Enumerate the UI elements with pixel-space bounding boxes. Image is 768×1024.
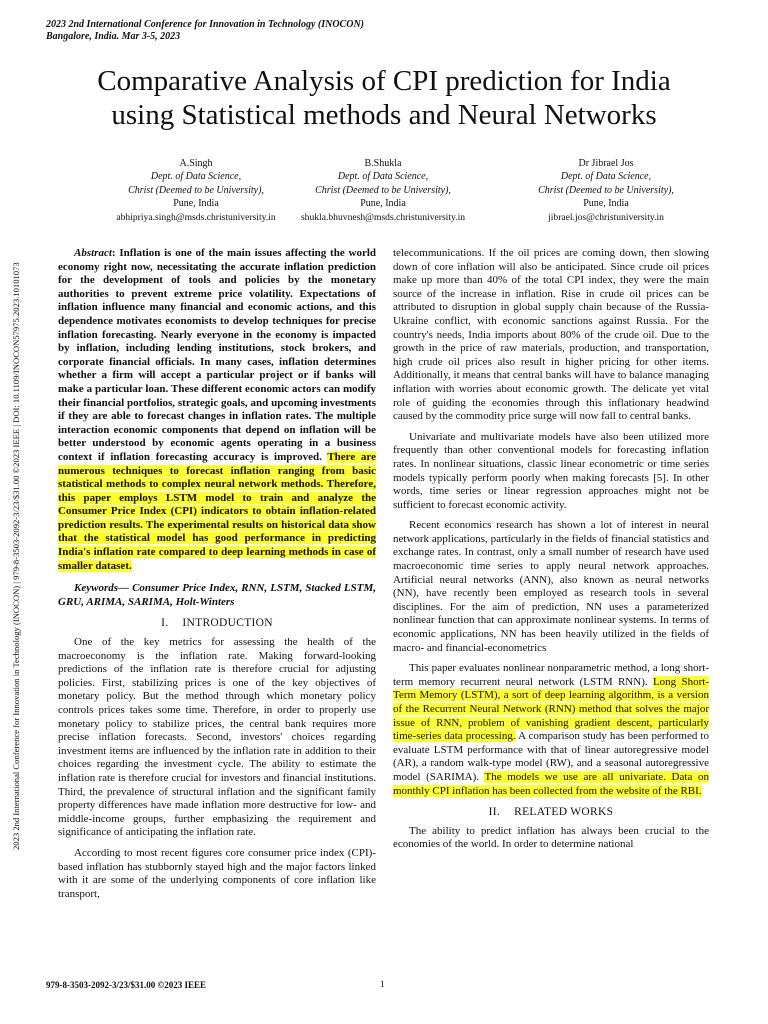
right-paragraph-2: Univariate and multivariate models have also been utilized more frequently than other conventional models for forecasting inflation rates. In nonlinear situations, classic linear econometric or time series models typically perform poorly when making forecasts [5]. In other words, time series or linear regression approaches might not be sufficient to forecast economic activity. (393, 430, 709, 511)
author-email[interactable]: shukla.bhuvnesh@msds.christuniversity.in (300, 211, 466, 223)
author-city: Pune, India (583, 198, 629, 210)
related-works-paragraph-1: The ability to predict inflation has always been crucial to the economies of the world. In order to determine national (393, 824, 709, 851)
conference-name: 2023 2nd International Conference for Innovation in Technology (INOCON) (46, 19, 364, 30)
author-city: Pune, India (173, 198, 219, 210)
section-title: INTRODUCTION (182, 617, 273, 630)
right-paragraph-4 (393, 662, 709, 798)
highlighted-text: Long Short-Term Memory (LSTM), a sort of deep learning algorithm, is a version of the Recurrent Neural Network (RNN) method that solves the major issue of RNN, problem of vanishing gradient descent, particularly time-series data processing. (393, 675, 709, 743)
author-name: Dr Jibrael Jos (578, 158, 634, 169)
conference-location: Bangalore, India. Mar 3-5, 2023 (46, 31, 181, 42)
author-dept: Dept. of Data Science, (150, 171, 242, 183)
right-paragraph-3: Recent economics research has shown a lot of interest in neural network applications, particularly in the fields of financial statistics and exchange rates. In contrast, only a small number of research have used macroeconomic time series to apply neural network approaches. Artificial neural networks (ANN), also known as neural networks (NN), have recently been employed as research tools in several disciplines. For the aim of prediction, NN uses a parameterized nonlinear function that can approximate nonlinear systems. In terms of economic applications, NN has been heavily utilized in the fields of macro- and financial-econometrics (393, 519, 709, 654)
section-heading-related-works (393, 806, 709, 820)
section-number: II. (488, 806, 501, 819)
abstract (58, 247, 376, 573)
right-column (393, 247, 709, 859)
footer-isbn: 979-8-3503-2092-3/23/$31.00 ©2023 IEEE (46, 980, 206, 990)
author-university: Christ (Deemed to be University), (538, 184, 674, 196)
author-2 (268, 157, 498, 224)
author-city: Pune, India (360, 198, 406, 210)
text-run: A comparison study has been performed to evaluate LSTM performance with that of linear autoregressive model (AR), a random walk-type model (RW), and a seasonal autoregressive model (SARIMA). (393, 730, 709, 783)
doi-side-strip: 2023 2nd International Conference for Innovation in Technology (INOCON) | 979-8-3503-2092-3/23/$31.00 ©2023 IEEE | DOI: 10.1109/INOCON57975.2023.10101073 (11, 262, 21, 850)
author-name: A.Singh (179, 158, 213, 169)
author-university: Christ (Deemed to be University), (315, 184, 451, 196)
conference-header (46, 19, 546, 43)
section-number: I. (161, 617, 169, 630)
paper-title (40, 64, 728, 132)
title-line-1: Comparative Analysis of CPI prediction for India (97, 65, 671, 97)
author-email[interactable]: abhipriya.singh@msds.christuniversity.in (116, 211, 276, 223)
abstract-highlighted-text: There are numerous techniques to forecast inflation ranging from basic statistical methods to complex neural network methods. Therefore, this paper employs LSTM model to train and analyze the Consumer Price Index (CPI) indicators to obtain inflation-related prediction results. The experimental results on historical data show that the statistical model has good performance in predicting India's inflation rate compared to deep learning methods in case of smaller dataset. (58, 450, 376, 572)
author-block (0, 157, 768, 227)
author-name: B.Shukla (364, 158, 402, 169)
author-3 (491, 157, 721, 224)
title-line-2: using Statistical methods and Neural Networks (111, 99, 657, 131)
abstract-label: Abstract (74, 247, 112, 259)
text-run: This paper evaluates nonlinear nonparametric method, a long short-term memory recurrent neural network (LSTM RNN). (393, 662, 709, 688)
page-number: 1 (380, 980, 385, 990)
section-heading-introduction (58, 617, 376, 631)
author-dept: Dept. of Data Science, (560, 171, 652, 183)
left-column (58, 247, 376, 908)
right-paragraph-1: telecommunications. If the oil prices are coming down, then slowing down of core inflation will also be anticipated. Since crude oil prices make up more than 40% of the total CPI index, they were the main source of the increase in inflation. Rise in crude oil prices can be attributed to disruption in global supply chain because of the Russia-Ukraine conflict, with economic sanctions against Russia. For the country's needs, India imports about 80% of the crude oil. Due to the growth in the price of raw materials, production, and transportation, high crude oil prices also result in higher pricing for other items. Additionally, it means that central banks will have to balance managing inflation with worries about economic growth. The delicate yet vital role of guiding the economies through this inflationary headwind caused by the commodity price surge will now fall to central banks. (393, 247, 709, 423)
author-dept: Dept. of Data Science, (337, 171, 429, 183)
author-email[interactable]: jibrael.jos@christuniversity.in (548, 211, 664, 223)
keywords: Keywords— Consumer Price Index, RNN, LSTM, Stacked LSTM, GRU, ARIMA, SARIMA, Holt-Winters (58, 582, 376, 608)
section-title: RELATED WORKS (514, 806, 614, 819)
highlighted-text: The models we use are all univariate. Data on monthly CPI inflation has been collected from the website of the RBI. (393, 770, 709, 797)
intro-paragraph-2: According to most recent figures core consumer price index (CPI)-based inflation has stubbornly stayed high and the major factors linked with it are some of the underlying components of core inflation like transport, (58, 846, 376, 900)
author-university: Christ (Deemed to be University), (128, 184, 264, 196)
intro-paragraph-1: One of the key metrics for assessing the health of the macroeconomy is the inflation rate. Making forward-looking predictions of the inflation rate is therefore crucial for adjusting policies. First, stabilizing prices is one of the key objectives of monetary policy. But the method through which monetary policy controls prices takes some time. Therefore, in order to properly use monetary policy to stabilize prices, the central bank requires more precise inflation forecasts. Second, investors' choices regarding investment items are influenced by the inflation rate in addition to their choices regarding the investment cycle. The ability to estimate the inflation rate is therefore crucial for investors and financial institutions. Third, the prevalence of structural inflation and the significant family property differences have made inflation more destructive for low- and middle-income groups, further emphasizing the requirement and significance of anticipating the inflation rate. (58, 636, 376, 839)
abstract-text: : Inflation is one of the main issues affecting the world economy right now, necessitating the accurate inflation prediction for the development of tools and policies by the monetary authorities to prevent extreme price volatility. Expectations of inflation influence many financial and economic actions, and this dependence motivates economists to develop techniques for precise inflation forecasting. Nearly everyone in the economy is impacted by inflation, including lending institutions, stock brokers, and corporate financial officials. In many cases, inflation determines whether a firm will accept a particular project or if banks will make a particular loan. These different economic actors can modify their financial portfolios, strategic goals, and upcoming investments if they are able to forecast changes in inflation rates. The multiple interaction economic components that depend on inflation will be better understood by economic agents operating in a business context if inflation forecasting accuracy is improved. (58, 247, 376, 463)
